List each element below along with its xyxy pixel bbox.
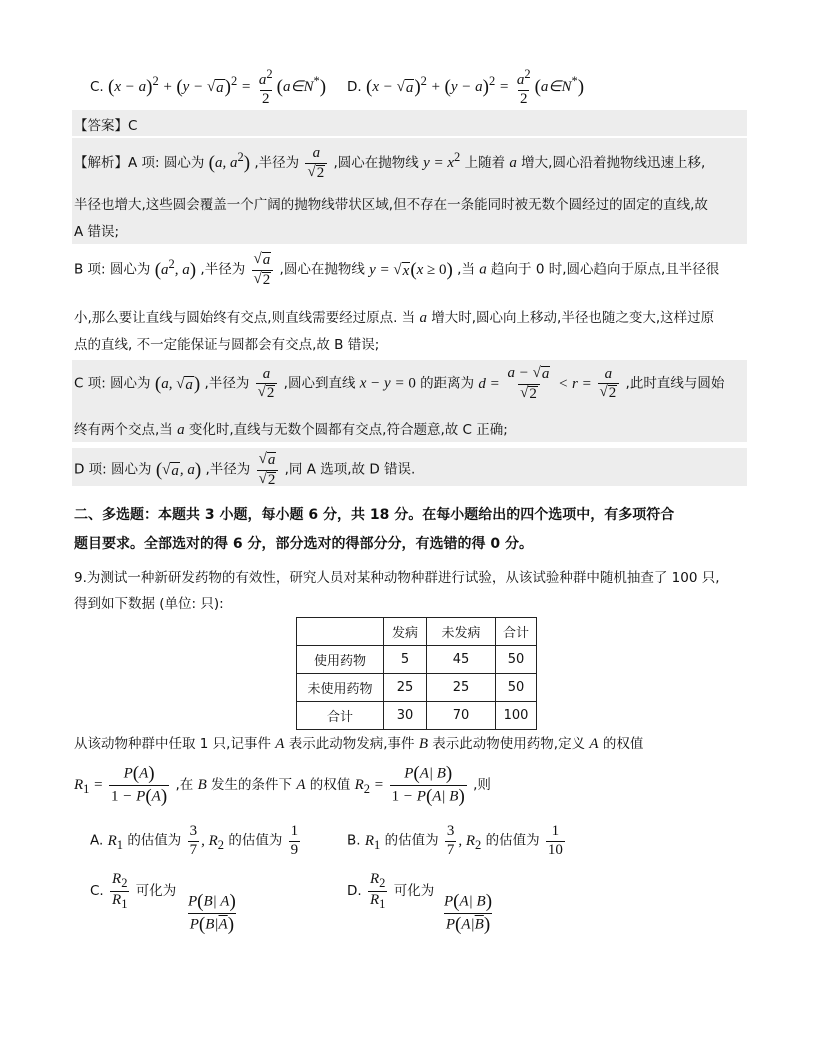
table-cell: 25 xyxy=(427,674,496,702)
table-cell: 未使用药物 xyxy=(297,674,384,702)
q9-line1: 9.为测试一种新研发药物的有效性，研究人员对某种动物种群进行试验，从该试验种群中随机抽查了 100 只, xyxy=(74,570,720,586)
table-row xyxy=(297,702,537,730)
option-c-prev: C. $(x - a)^2 + (y$ − √ a )$^2$ = $\frac{a^2}{2}$ (a∈N*) xyxy=(90,67,327,107)
q9-weight-definition: $R_1$ = $\frac{P(A)}{1 - P(A)}$ ,在 B 发生的条件下 A 的权值 $R_2$ = $\frac{P(A| B)}{1 - P(A| B)}$ ,则 xyxy=(74,763,491,807)
q9-option-b: B. $R_1$ 的估值为 $\frac{3}{7}$ , $R_2$ 的估值为 $\frac{1}{10}$ xyxy=(347,823,563,858)
table-row xyxy=(297,674,537,702)
section2-line1: 二、多选题：本题共 3 小题，每小题 6 分，共 18 分。在每小题给出的四个选项中，有多项符合 xyxy=(74,507,675,523)
table-cell: 30 xyxy=(384,702,427,730)
analysis-b-line2: 小,那么要让直线与圆始终有交点,则直线需要经过原点. 当 a 增大时,圆心向上移动,半径也随之变大,这样过原 xyxy=(74,310,715,326)
table-cell: 25 xyxy=(384,674,427,702)
table-cell: 50 xyxy=(496,646,537,674)
q9-option-c-expr: $\frac{P(B| A)}{P(B|\overline{A})}$ xyxy=(188,891,236,935)
table-cell xyxy=(297,618,384,646)
answer-shade xyxy=(72,110,747,136)
table-cell: 100 xyxy=(496,702,537,730)
q9-option-c: C. $\frac{R_2}{R_1}$ 可化为 xyxy=(90,871,177,912)
table-cell: 45 xyxy=(427,646,496,674)
q9-line2: 得到如下数据 (单位: 只): xyxy=(74,596,224,612)
q9-option-a: A. $R_1$ 的估值为 $\frac{3}{7}$ , $R_2$ 的估值为 $\frac{1}{9}$ xyxy=(90,823,299,858)
table-cell: 发病 xyxy=(384,618,427,646)
table-cell: 5 xyxy=(384,646,427,674)
analysis-d-line1: D 项: 圆心为 ( √ a , a) ,半径为 √ a √ 2 ,同 A 选项,故 D 错误. xyxy=(74,451,416,488)
analysis-b-line1: B 项: 圆心为 ($a^2$, a) ,半径为 √ a √ 2 ,圆心在抛物线 y = √ x (x ≥ 0) ,当 a 趋向于 0 时,圆心趋向于原点,且半径很 xyxy=(74,251,720,288)
table-cell: 合计 xyxy=(297,702,384,730)
q9-event-definition: 从该动物种群中任取 1 只,记事件 A 表示此动物发病,事件 B 表示此动物使用药物,定义 A 的权值 xyxy=(74,736,644,752)
table-cell: 合计 xyxy=(496,618,537,646)
table-row xyxy=(297,646,537,674)
option-d-prev: D. (x − √ a )$^2 + (y - a)^2$ = $\frac{a^2}{2}$ (a∈N*) xyxy=(347,67,585,107)
q9-option-d: D. $\frac{R_2}{R_1}$ 可化为 xyxy=(347,871,435,912)
table-cell: 未发病 xyxy=(427,618,496,646)
analysis-a-line2: 半径也增大,这些圆会覆盖一个广阔的抛物线带状区域,但不存在一条能同时被无数个圆经过的固定的直线,故 xyxy=(74,197,708,213)
analysis-a-line3: A 错误; xyxy=(74,224,120,240)
analysis-c-line2: 终有两个交点,当 a 变化时,直线与无数个圆都有交点,符合题意,故 C 正确; xyxy=(74,422,508,438)
analysis-b-line3: 点的直线, 不一定能保证与圆都会有交点,故 B 错误; xyxy=(74,337,380,353)
analysis-c-line1: C 项: 圆心为 (a, √ a ) ,半径为 a √ 2 ,圆心到直线 x − y = 0 的距离为 d = a − √ a √ 2 < r = a √ 2 ,此时直线与圆始 xyxy=(74,365,725,402)
table-cell: 使用药物 xyxy=(297,646,384,674)
q9-option-d-expr: $\frac{P(A| B)}{P(A|\overline{B})}$ xyxy=(444,891,493,935)
q9-data-table xyxy=(296,617,537,730)
answer-text: 【答案】C xyxy=(74,118,138,134)
analysis-a-line1: 【解析】A 项: 圆心为 (a, $a^2$) ,半径为 a √ 2 ,圆心在抛物线 $y = x^2$ 上随着 a 增大,圆心沿着抛物线迅速上移, xyxy=(74,145,706,181)
table-header-row xyxy=(297,618,537,646)
section2-line2: 题目要求。全部选对的得 6 分，部分选对的得部分分，有选错的得 0 分。 xyxy=(74,536,533,552)
table-cell: 70 xyxy=(427,702,496,730)
table-cell: 50 xyxy=(496,674,537,702)
